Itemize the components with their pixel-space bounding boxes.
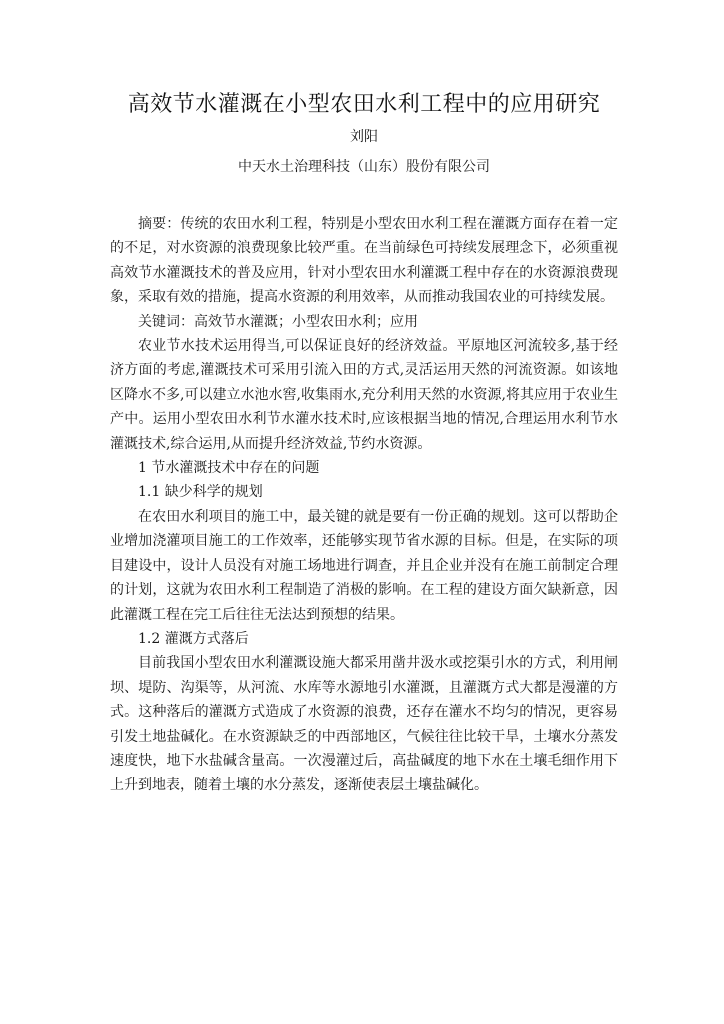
keywords-paragraph: 关键词：高效节水灌溉；小型农田水利；应用: [138, 313, 418, 330]
author-name: 刘阳: [350, 129, 378, 145]
abstract-paragraph: 摘要：传统的农田水利工程，特别是小型农田水利工程在灌溉方面存在着一定的不足，对水资源的浪费现象比较严重。在当前绿色可持续发展理念下，必须重视高效节水灌溉技术的普及应用，针对小型农田水利灌溉工程中存在的水资源浪费现象，采取有效的措施，提高水资源的利用效率，从而推动我国农业的可持续发展。: [110, 216, 618, 306]
intro-paragraph: 农业节水技术运用得当,可以保证良好的经济效益。平原地区河流较多,基于经济方面的考虑,灌溉技术可采用引流入田的方式,灵活运用天然的河流资源。如该地区降水不多,可以建立水池水窖,收集雨水,充分利用天然的水资源,将其应用于农业生产中。运用小型农田水利节水灌水技术时,应该根据当地的情况,合理运用水利节水灌溉技术,综合运用,从而提升经济效益,节约水资源。: [110, 338, 618, 452]
section-1-1-paragraph: 在农田水利项目的施工中，最关键的就是要有一份正确的规划。这可以帮助企业增加浇灌项目施工的工作效率，还能够实现节省水源的目标。但是，在实际的项目建设中，设计人员没有对施工场地进行调查，并且企业并没有在施工前制定合理的计划，这就为农田水利工程制造了消极的影响。在工程的建设方面欠缺新意，因此灌溉工程在完工后往往无法达到预想的结果。: [110, 508, 618, 623]
section-1-2-paragraph: 目前我国小型农田水利灌溉设施大都采用凿井汲水或挖渠引水的方式，利用闸坝、堤防、沟渠等，从河流、水库等水源地引水灌溉，且灌溉方式大都是漫灌的方式。这种落后的灌溉方式造成了水资源的浪费，还存在灌水不均匀的情况，更容易引发土地盐碱化。在水资源缺乏的中西部地区，气候往往比较干旱，土壤水分蒸发速度快，地下水盐碱含量高。一次漫灌过后，高盐碱度的地下水在土壤毛细作用下上升到地表，随着土壤的水分蒸发，逐渐使表层土壤盐碱化。: [110, 655, 618, 794]
paper-title: 高效节水灌溉在小型农田水利工程中的应用研究: [127, 92, 601, 117]
section-1-1-heading: 1.1 缺少科学的规划: [138, 484, 263, 501]
author-affiliation: 中天水土治理科技（山东）股份有限公司: [238, 159, 490, 175]
paper-body: [110, 212, 618, 798]
section-1-2-heading: 1.2 灌溉方式落后: [138, 630, 249, 647]
section-1-heading: 1 节水灌溉技术中存在的问题: [138, 460, 320, 477]
document-page: [110, 88, 618, 798]
